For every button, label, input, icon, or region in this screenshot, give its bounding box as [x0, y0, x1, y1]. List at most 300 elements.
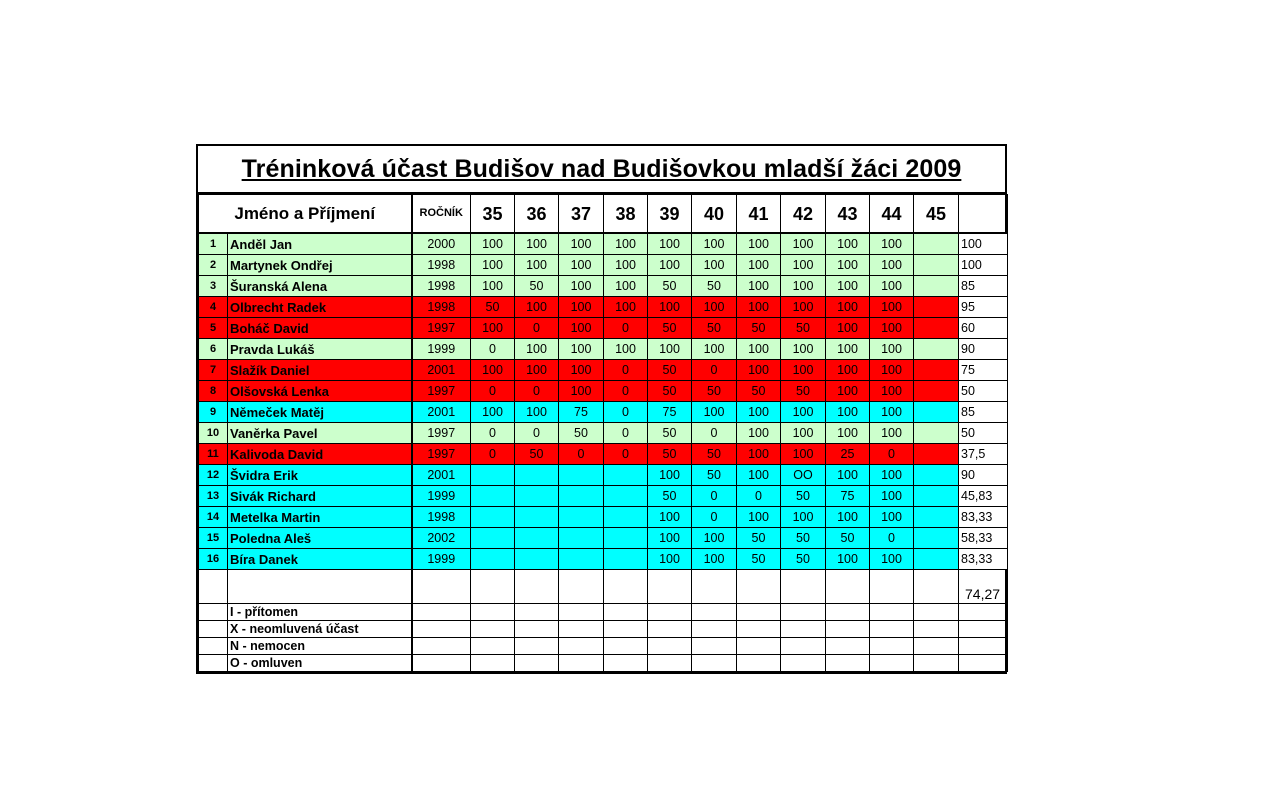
session-header: 41: [737, 195, 781, 234]
empty-cell: [559, 570, 604, 604]
row-number: 13: [199, 486, 228, 507]
session-header: 35: [471, 195, 515, 234]
row-number: 16: [199, 549, 228, 570]
attendance-cell: 100: [471, 255, 515, 276]
attendance-cell: 100: [692, 255, 737, 276]
empty-cell: [692, 621, 737, 638]
attendance-cell: 100: [737, 444, 781, 465]
empty-cell: [471, 570, 515, 604]
average-cell: 37,5: [959, 444, 1008, 465]
empty-cell: [515, 655, 559, 672]
attendance-cell: 0: [604, 360, 648, 381]
attendance-cell: 100: [559, 381, 604, 402]
attendance-cell: 50: [737, 528, 781, 549]
birth-year: 1999: [412, 339, 471, 360]
empty-cell: [781, 570, 826, 604]
attendance-cell: [914, 444, 959, 465]
attendance-cell: [604, 465, 648, 486]
session-header: 45: [914, 195, 959, 234]
session-header: 39: [648, 195, 692, 234]
row-number: 11: [199, 444, 228, 465]
attendance-cell: 100: [471, 360, 515, 381]
attendance-cell: 100: [781, 423, 826, 444]
attendance-cell: [559, 486, 604, 507]
attendance-cell: [604, 507, 648, 528]
empty-cell: [781, 655, 826, 672]
attendance-cell: 100: [737, 360, 781, 381]
attendance-cell: 0: [692, 486, 737, 507]
total-row: [199, 570, 1008, 604]
player-name: Sivák Richard: [228, 486, 412, 507]
attendance-cell: [604, 528, 648, 549]
player-name: Šuranská Alena: [228, 276, 412, 297]
row-number: 1: [199, 233, 228, 255]
empty-cell: [914, 655, 959, 672]
attendance-cell: 100: [515, 360, 559, 381]
attendance-cell: 100: [781, 339, 826, 360]
attendance-cell: 0: [604, 423, 648, 444]
empty-cell: [648, 655, 692, 672]
table-row: [199, 255, 1008, 276]
attendance-cell: 0: [604, 318, 648, 339]
attendance-cell: 50: [515, 276, 559, 297]
attendance-cell: 0: [692, 360, 737, 381]
attendance-cell: 100: [648, 507, 692, 528]
attendance-cell: 50: [737, 318, 781, 339]
attendance-cell: 100: [515, 402, 559, 423]
attendance-cell: 100: [648, 549, 692, 570]
row-number: 15: [199, 528, 228, 549]
empty-cell: [559, 655, 604, 672]
attendance-cell: 100: [648, 465, 692, 486]
title-row: [198, 146, 1005, 194]
legend-row: [199, 621, 1008, 638]
attendance-cell: 50: [559, 423, 604, 444]
empty-cell: [604, 570, 648, 604]
attendance-cell: 0: [515, 318, 559, 339]
attendance-cell: 0: [559, 444, 604, 465]
legend-item: I - přítomen: [228, 604, 412, 621]
attendance-cell: 100: [559, 360, 604, 381]
empty-cell: [781, 604, 826, 621]
empty-cell: [959, 621, 1008, 638]
empty-cell: [604, 621, 648, 638]
player-name: Olšovská Lenka: [228, 381, 412, 402]
table-row: [199, 465, 1008, 486]
row-number: 4: [199, 297, 228, 318]
attendance-cell: [914, 318, 959, 339]
attendance-cell: 100: [559, 318, 604, 339]
row-number: 12: [199, 465, 228, 486]
attendance-cell: 100: [737, 297, 781, 318]
empty-cell: [737, 621, 781, 638]
attendance-cell: 50: [692, 444, 737, 465]
empty-cell: [959, 638, 1008, 655]
empty-cell: [515, 638, 559, 655]
attendance-cell: [515, 486, 559, 507]
attendance-cell: 75: [559, 402, 604, 423]
attendance-cell: 0: [471, 423, 515, 444]
sheet-title: Tréninková účast Budišov nad Budišovkou mladší žáci 2009: [241, 154, 962, 183]
attendance-cell: 0: [692, 507, 737, 528]
attendance-cell: 0: [604, 444, 648, 465]
attendance-cell: 50: [781, 486, 826, 507]
attendance-cell: 100: [604, 233, 648, 255]
attendance-cell: 50: [648, 360, 692, 381]
attendance-cell: 100: [692, 549, 737, 570]
attendance-cell: [604, 486, 648, 507]
player-name: Anděl Jan: [228, 233, 412, 255]
empty-cell: [914, 604, 959, 621]
birth-year: 1997: [412, 318, 471, 339]
player-name: Slažík Daniel: [228, 360, 412, 381]
attendance-cell: 100: [559, 276, 604, 297]
session-header: 44: [870, 195, 914, 234]
empty-cell: [959, 655, 1008, 672]
attendance-cell: 100: [737, 507, 781, 528]
empty-cell: [826, 570, 870, 604]
attendance-cell: 50: [515, 444, 559, 465]
table-row: [199, 528, 1008, 549]
attendance-cell: 100: [648, 297, 692, 318]
attendance-cell: 100: [515, 233, 559, 255]
attendance-cell: 50: [692, 465, 737, 486]
attendance-cell: 50: [648, 423, 692, 444]
attendance-cell: [471, 549, 515, 570]
empty-cell: [781, 621, 826, 638]
attendance-cell: 0: [471, 444, 515, 465]
empty-cell: [412, 570, 471, 604]
attendance-cell: 100: [870, 507, 914, 528]
attendance-cell: 50: [781, 381, 826, 402]
average-cell: 45,83: [959, 486, 1008, 507]
empty-cell: [648, 604, 692, 621]
attendance-cell: 100: [870, 297, 914, 318]
empty-cell: [826, 655, 870, 672]
attendance-cell: 50: [781, 549, 826, 570]
birth-year: 1998: [412, 297, 471, 318]
attendance-cell: [914, 549, 959, 570]
attendance-cell: [914, 233, 959, 255]
empty-cell: [648, 570, 692, 604]
attendance-cell: 100: [781, 402, 826, 423]
empty-cell: [604, 604, 648, 621]
attendance-cell: 0: [471, 381, 515, 402]
empty-cell: [870, 604, 914, 621]
attendance-cell: 25: [826, 444, 870, 465]
attendance-cell: 0: [604, 381, 648, 402]
player-name: Němeček Matěj: [228, 402, 412, 423]
empty-cell: [826, 621, 870, 638]
header-row: [199, 195, 1008, 234]
session-header: 38: [604, 195, 648, 234]
attendance-cell: [914, 360, 959, 381]
attendance-cell: [914, 276, 959, 297]
table-row: [199, 444, 1008, 465]
attendance-cell: 50: [692, 381, 737, 402]
attendance-cell: 100: [826, 233, 870, 255]
legend-row: [199, 655, 1008, 672]
attendance-cell: 0: [515, 381, 559, 402]
empty-cell: [692, 570, 737, 604]
empty-cell: [870, 570, 914, 604]
attendance-cell: 100: [870, 233, 914, 255]
table-row: [199, 486, 1008, 507]
player-name: Martynek Ondřej: [228, 255, 412, 276]
attendance-cell: 100: [826, 255, 870, 276]
empty-cell: [604, 638, 648, 655]
empty-cell: [737, 638, 781, 655]
attendance-cell: 100: [604, 339, 648, 360]
attendance-cell: 0: [604, 402, 648, 423]
attendance-cell: 100: [692, 233, 737, 255]
birth-year: 2000: [412, 233, 471, 255]
attendance-cell: 0: [737, 486, 781, 507]
empty-cell: [781, 638, 826, 655]
attendance-cell: 50: [692, 276, 737, 297]
birth-year: 1999: [412, 486, 471, 507]
attendance-cell: 100: [870, 339, 914, 360]
attendance-cell: 100: [737, 339, 781, 360]
attendance-cell: [604, 549, 648, 570]
birth-year: 1998: [412, 255, 471, 276]
attendance-cell: [515, 549, 559, 570]
empty-cell: [412, 604, 471, 621]
empty-cell: [515, 621, 559, 638]
session-header: 37: [559, 195, 604, 234]
attendance-cell: 75: [826, 486, 870, 507]
attendance-cell: 50: [648, 444, 692, 465]
average-cell: 58,33: [959, 528, 1008, 549]
player-name: Boháč David: [228, 318, 412, 339]
table-row: [199, 549, 1008, 570]
attendance-cell: 100: [737, 465, 781, 486]
legend-row: [199, 604, 1008, 621]
attendance-cell: 50: [648, 486, 692, 507]
attendance-cell: 100: [604, 276, 648, 297]
attendance-cell: 100: [870, 276, 914, 297]
attendance-cell: 100: [826, 381, 870, 402]
empty-cell: [515, 570, 559, 604]
attendance-cell: [914, 402, 959, 423]
legend-item: O - omluven: [228, 655, 412, 672]
attendance-cell: 50: [737, 549, 781, 570]
attendance-cell: [471, 507, 515, 528]
empty-cell: [826, 604, 870, 621]
empty-cell: [737, 570, 781, 604]
empty-cell: [870, 621, 914, 638]
attendance-cell: 50: [781, 528, 826, 549]
empty-cell: [870, 638, 914, 655]
attendance-cell: 50: [692, 318, 737, 339]
row-number: 9: [199, 402, 228, 423]
average-cell: 83,33: [959, 549, 1008, 570]
empty-cell: [959, 604, 1008, 621]
attendance-cell: [515, 507, 559, 528]
attendance-cell: 100: [826, 423, 870, 444]
attendance-cell: 100: [826, 318, 870, 339]
birth-year: 1997: [412, 423, 471, 444]
attendance-cell: [471, 528, 515, 549]
attendance-cell: 100: [692, 402, 737, 423]
attendance-cell: 100: [559, 233, 604, 255]
empty-cell: [692, 638, 737, 655]
session-header: 40: [692, 195, 737, 234]
attendance-cell: [914, 423, 959, 444]
birth-year: 2001: [412, 465, 471, 486]
attendance-cell: 100: [781, 255, 826, 276]
average-cell: 90: [959, 339, 1008, 360]
attendance-cell: 100: [737, 276, 781, 297]
attendance-cell: 100: [559, 255, 604, 276]
empty-cell: [737, 655, 781, 672]
empty-cell: [199, 655, 228, 672]
empty-cell: [199, 604, 228, 621]
empty-cell: [471, 604, 515, 621]
attendance-cell: [914, 486, 959, 507]
average-cell: 100: [959, 233, 1008, 255]
empty-cell: [559, 604, 604, 621]
empty-cell: [648, 621, 692, 638]
player-name: Poledna Aleš: [228, 528, 412, 549]
attendance-cell: 100: [471, 318, 515, 339]
legend-row: [199, 638, 1008, 655]
session-header: 36: [515, 195, 559, 234]
empty-cell: [692, 604, 737, 621]
attendance-cell: [914, 297, 959, 318]
attendance-cell: 100: [559, 297, 604, 318]
attendance-cell: 75: [648, 402, 692, 423]
attendance-cell: 100: [648, 233, 692, 255]
attendance-cell: 0: [692, 423, 737, 444]
row-number: 5: [199, 318, 228, 339]
attendance-cell: 100: [515, 339, 559, 360]
attendance-cell: [914, 465, 959, 486]
attendance-cell: [515, 465, 559, 486]
attendance-cell: 100: [692, 339, 737, 360]
attendance-cell: [559, 507, 604, 528]
attendance-cell: [914, 507, 959, 528]
attendance-cell: 50: [648, 276, 692, 297]
empty-cell: [412, 655, 471, 672]
attendance-cell: 100: [471, 233, 515, 255]
attendance-cell: 100: [648, 339, 692, 360]
attendance-cell: 100: [870, 360, 914, 381]
attendance-cell: 100: [826, 297, 870, 318]
birth-year: 2001: [412, 402, 471, 423]
attendance-cell: 100: [515, 255, 559, 276]
average-cell: 85: [959, 276, 1008, 297]
legend-item: X - neomluvená účast: [228, 621, 412, 638]
attendance-cell: 50: [781, 318, 826, 339]
attendance-cell: 100: [870, 549, 914, 570]
player-name: Vaněrka Pavel: [228, 423, 412, 444]
birth-year: 1999: [412, 549, 471, 570]
attendance-cell: [914, 381, 959, 402]
table-row: [199, 233, 1008, 255]
average-cell: 60: [959, 318, 1008, 339]
row-number: 8: [199, 381, 228, 402]
attendance-cell: [471, 486, 515, 507]
empty-cell: [199, 621, 228, 638]
empty-cell: [412, 621, 471, 638]
empty-cell: [559, 621, 604, 638]
attendance-cell: 100: [870, 381, 914, 402]
empty-cell: [914, 638, 959, 655]
year-header: ROČNÍK: [412, 195, 471, 234]
empty-cell: [412, 638, 471, 655]
empty-cell: [914, 621, 959, 638]
attendance-cell: 100: [870, 402, 914, 423]
empty-cell: [914, 570, 959, 604]
empty-cell: [199, 638, 228, 655]
attendance-cell: 100: [648, 528, 692, 549]
session-header: 42: [781, 195, 826, 234]
attendance-cell: [914, 339, 959, 360]
table-row: [199, 360, 1008, 381]
player-name: Olbrecht Radek: [228, 297, 412, 318]
attendance-cell: 100: [604, 255, 648, 276]
attendance-cell: 0: [515, 423, 559, 444]
attendance-cell: 100: [870, 255, 914, 276]
attendance-cell: 0: [471, 339, 515, 360]
attendance-cell: 100: [471, 402, 515, 423]
attendance-cell: [471, 465, 515, 486]
table-row: [199, 276, 1008, 297]
attendance-cell: [914, 255, 959, 276]
attendance-cell: 100: [692, 528, 737, 549]
name-header: Jméno a Příjmení: [199, 195, 412, 234]
attendance-cell: 100: [515, 297, 559, 318]
birth-year: 1998: [412, 507, 471, 528]
attendance-cell: [559, 549, 604, 570]
attendance-cell: 100: [870, 318, 914, 339]
attendance-cell: 100: [471, 276, 515, 297]
table-row: [199, 423, 1008, 444]
total-average: 74,27: [959, 570, 1008, 604]
table-row: [199, 381, 1008, 402]
attendance-cell: 100: [604, 297, 648, 318]
attendance-cell: 100: [826, 339, 870, 360]
player-name: Bíra Danek: [228, 549, 412, 570]
attendance-cell: 100: [781, 297, 826, 318]
row-number: 3: [199, 276, 228, 297]
birth-year: 2001: [412, 360, 471, 381]
player-name: Pravda Lukáš: [228, 339, 412, 360]
attendance-cell: 50: [737, 381, 781, 402]
empty-cell: [559, 638, 604, 655]
average-cell: 100: [959, 255, 1008, 276]
average-cell: 85: [959, 402, 1008, 423]
attendance-cell: [914, 528, 959, 549]
row-number: 7: [199, 360, 228, 381]
empty-cell: [228, 570, 412, 604]
table-row: [199, 318, 1008, 339]
average-cell: 50: [959, 381, 1008, 402]
empty-cell: [737, 604, 781, 621]
row-number: 10: [199, 423, 228, 444]
attendance-cell: 100: [648, 255, 692, 276]
attendance-sheet: [196, 144, 1007, 674]
empty-cell: [471, 638, 515, 655]
empty-cell: [692, 655, 737, 672]
row-number: 6: [199, 339, 228, 360]
attendance-table: [198, 194, 1008, 672]
attendance-cell: 50: [471, 297, 515, 318]
table-row: [199, 297, 1008, 318]
table-row: [199, 339, 1008, 360]
attendance-cell: 100: [559, 339, 604, 360]
